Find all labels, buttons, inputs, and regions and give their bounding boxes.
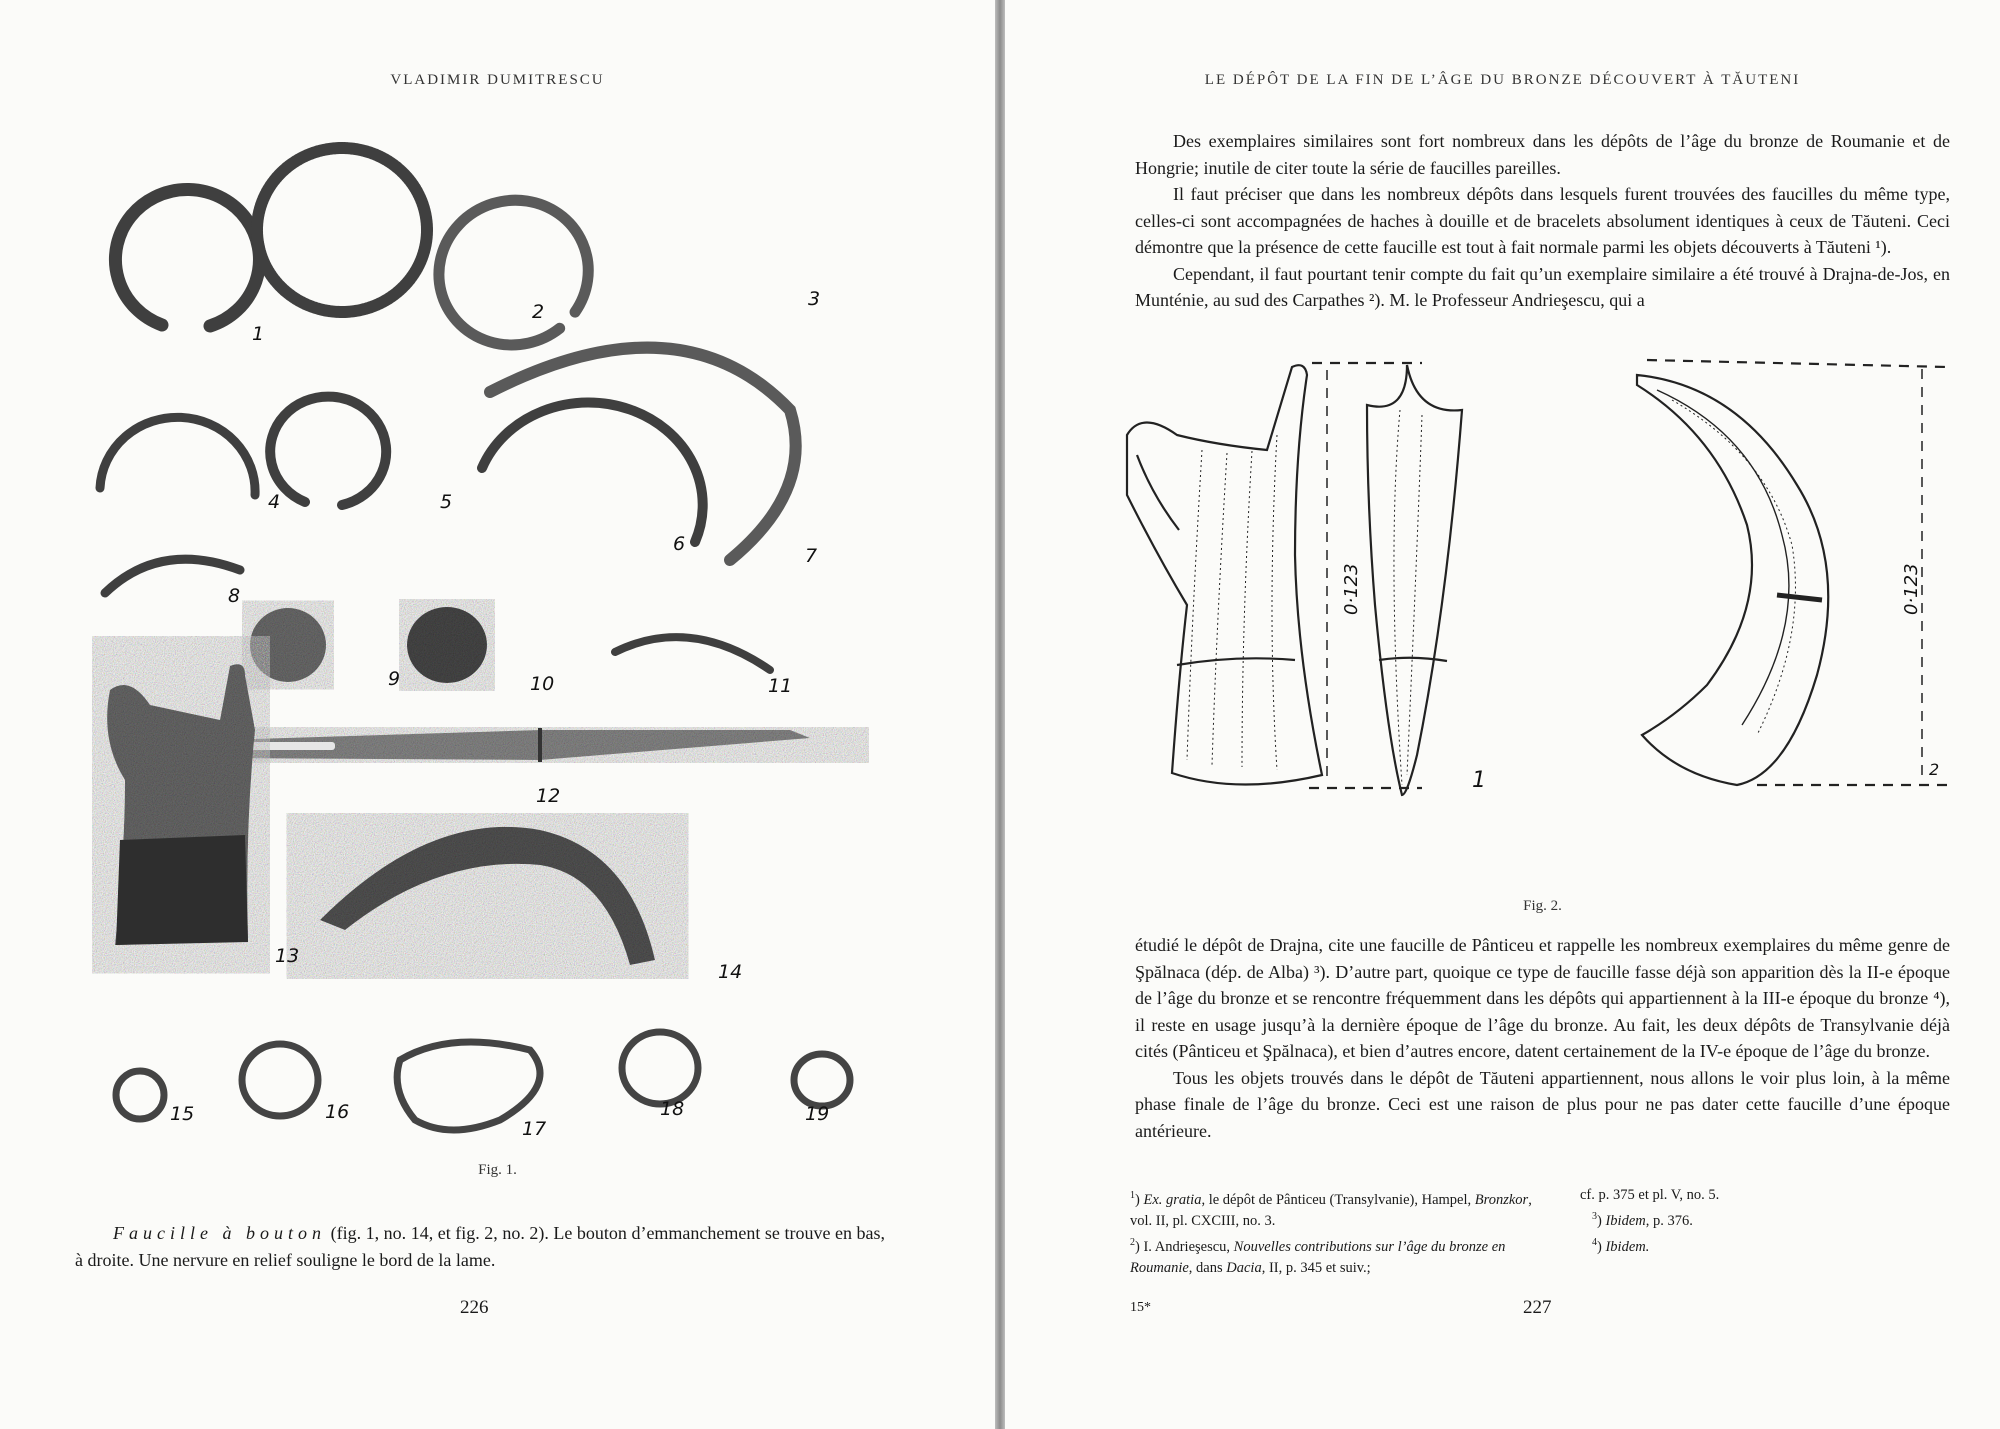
fig1-label-8: 8 (228, 585, 241, 607)
paragraph: Il faut préciser que dans les nombreux dépôts dans lesquels furent trouvées des faucilles du même type, celles-ci sont accompagnées de haches à douille et de bracelets absolument identiques à ceux de Tăuteni. Ceci démontre que la présence de cette faucille est tout à fait normale parmi les objets découverts à Tăuteni ¹). (1135, 184, 1950, 257)
paragraph: Cependant, il faut pourtant tenir compte du fait qu’un exemplaire similaire a été trouvé à Drajna-de-Jos, en Munténie, au sud des Carpathes ²). M. le Professeur Andrieşescu, qui a (1135, 263, 1950, 310)
fig1-label-17: 17 (522, 1118, 547, 1140)
fig1-label-10: 10 (530, 673, 555, 695)
bracelet-7 (490, 348, 796, 560)
running-head-left: VLADIMIR DUMITRESCU (390, 72, 605, 88)
figure-1-photo (70, 130, 930, 1150)
ring-15 (116, 1071, 164, 1119)
fig1-label-3: 3 (808, 288, 821, 310)
bracelet-5 (270, 397, 386, 505)
fig2-measure-2: 0·123 (1901, 563, 1922, 615)
fig1-label-12: 12 (536, 785, 561, 807)
footnote-2: $^2$) I. Andrieşescu, Nouvelles contributions sur l’âge du bronze en Roumanie, dans Dacia, II, p. 345 et suiv.; (1130, 1236, 1506, 1276)
footnote-4: $^4$) Ibidem. (1592, 1236, 1650, 1255)
figure-1-plate (70, 130, 930, 1150)
figure-2-drawing (1117, 355, 1947, 890)
bracelet-2 (257, 148, 427, 312)
footnote-continuation: cf. p. 375 et pl. V, no. 5. (1580, 1187, 1720, 1203)
footnote-1: $^1$) Ex. gratia, le dépôt de Pânticeu (Transylvanie), Hampel, Bronzkor, vol. II, pl. CXCIII, no. 3. (1130, 1190, 1532, 1229)
fig1-label-16: 16 (325, 1101, 350, 1123)
figure-2-caption: Fig. 2. (1523, 898, 1562, 914)
ring-16 (242, 1044, 318, 1116)
fig2-number-2: 2 (1929, 760, 1940, 779)
fig1-label-19: 19 (805, 1103, 830, 1125)
ring-18 (622, 1032, 698, 1104)
book-gutter (995, 0, 1005, 1429)
fig1-label-13: 13 (275, 945, 300, 967)
button-10 (407, 607, 487, 683)
bracelet-4 (100, 417, 255, 495)
figure-1-caption: Fig. 1. (478, 1162, 517, 1178)
running-head-right: LE DÉPÔT DE LA FIN DE L’ÂGE DU BRONZE DÉCOUVERT À TĂUTENI (1204, 72, 1801, 88)
footnote-3: $^3$) Ibidem, p. 376. (1592, 1211, 1693, 1229)
bracelet-11 (615, 637, 770, 670)
figure-2-svg (1117, 355, 1947, 890)
footnotes-column-1 (1130, 1185, 1550, 1279)
ring-19 (794, 1054, 850, 1106)
footnotes-column-2 (1580, 1185, 1950, 1258)
fig1-label-15: 15 (170, 1103, 195, 1125)
bracelet-6 (482, 403, 703, 542)
paragraph-text: (fig. 1, no. 14, et fig. 2, no. 2). Le bouton d’emmanchement se trouve en bas, à droite. Une nervure en relief souligne le bord de la lame. (75, 1223, 885, 1270)
fig1-label-4: 4 (268, 491, 281, 513)
fig1-label-6: 6 (673, 533, 686, 555)
right-top-text (1135, 128, 1950, 314)
left-paragraph (75, 1220, 885, 1273)
bracelet-8 (105, 559, 240, 593)
fig1-label-1: 1 (252, 323, 265, 345)
sickle-14 (320, 827, 655, 965)
ring-17 (397, 1042, 540, 1130)
sickle-drawing (1637, 375, 1828, 785)
button-9 (250, 608, 326, 682)
fig1-label-5: 5 (440, 491, 453, 513)
left-page (0, 0, 995, 1429)
right-page (1005, 0, 2000, 1429)
right-bottom-text (1135, 932, 1950, 1144)
signature-mark: 15* (1130, 1300, 1151, 1315)
fig1-label-14: 14 (718, 961, 743, 983)
fig1-label-18: 18 (660, 1098, 685, 1120)
paragraph-title-spaced: Faucille à bouton (113, 1223, 327, 1243)
paragraph: Tous les objets trouvés dans le dépôt de Tăuteni appartiennent, nous allons le voir plus loin, à la même phase finale de l’âge du bronze. Ceci est une raison de plus pour ne pas dater cette faucille d’une époque antérieure. (1135, 1067, 1950, 1141)
paragraph: Des exemplaires similaires sont fort nombreux dans les dépôts de l’âge du bronze de Roumanie et de Hongrie; inutile de citer toute la série de faucilles pareilles. (1135, 131, 1950, 178)
axe-front-drawing (1367, 365, 1462, 795)
bracelet-3 (418, 179, 608, 366)
axe-side-drawing (1127, 365, 1322, 784)
page-number-right: 227 (1523, 1297, 1552, 1318)
fig2-number-1: 1 (1472, 768, 1486, 793)
fig1-label-2: 2 (532, 301, 545, 323)
page-number-left: 226 (460, 1297, 489, 1318)
bracelet-1 (115, 190, 259, 326)
fig1-label-11: 11 (768, 675, 793, 697)
fig2-measure-1: 0·123 (1341, 563, 1362, 615)
fig1-label-7: 7 (805, 545, 818, 567)
paragraph: étudié le dépôt de Drajna, cite une faucille de Pânticeu et rappelle les nombreux exemplaires du même genre de Şpălnaca (dép. de Alba) ³). D’autre part, quoique ce type de faucille fasse déjà son apparition dès la II-e époque de l’âge du bronze et se rencontre fréquemment dans les dépôts qui appartiennent à la III-e époque du bronze ⁴), il reste en usage jusqu’à la dernière époque de l’âge du bronze. Au fait, les deux dépôts de Transylvanie déjà cités (Pânticeu et Şpălnaca), et bien d’autres encore, datent certainement de la IV-e époque de l’âge du bronze. (1135, 935, 1950, 1061)
fig1-label-9: 9 (388, 668, 401, 690)
